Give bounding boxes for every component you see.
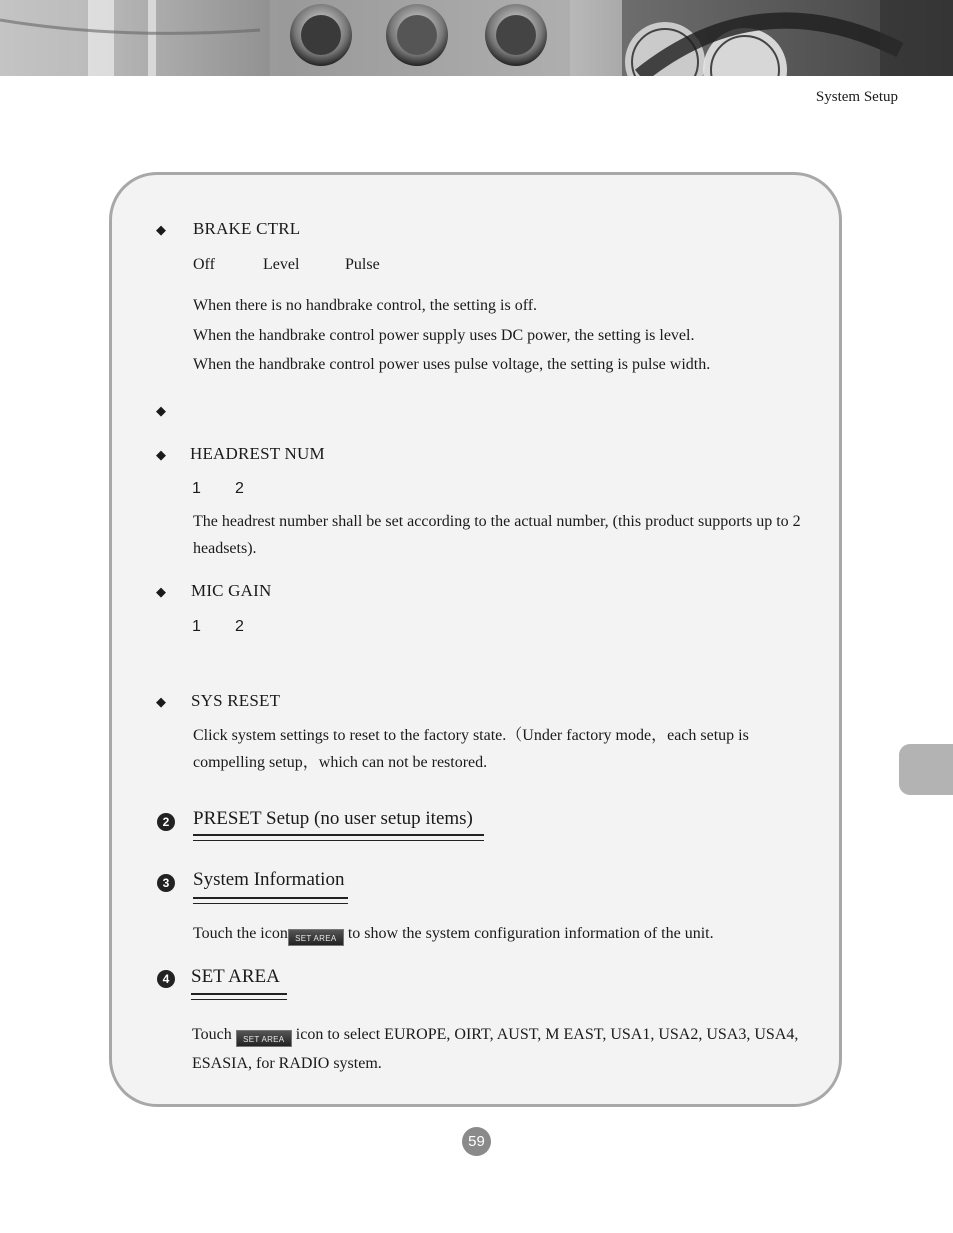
system-information-text — [193, 925, 714, 946]
brake-line-pulse: When the handbrake control power uses pulse voltage, the setting is pulse width. — [193, 356, 711, 373]
sysinfo-text-after: to show the system configuration information of the unit. — [347, 925, 714, 942]
brake-line-level: When the handbrake control power supply uses DC power, the setting is level. — [193, 326, 695, 344]
system-information-heading: System Information — [193, 869, 345, 890]
bullet-icon: ◆ — [156, 447, 166, 462]
bullet-icon: ◆ — [156, 222, 166, 237]
bullet-icon: ◆ — [156, 694, 166, 709]
heading-underline — [191, 993, 287, 1000]
mic-gain-title: MIC GAIN — [191, 581, 272, 600]
brake-option-off: Off — [193, 256, 215, 273]
brake-description — [193, 291, 813, 380]
set-area-heading: SET AREA — [191, 966, 280, 987]
header-banner-image — [0, 0, 953, 76]
headrest-description: The headrest number shall be set according to the actual number, (this product supports up to 2 headsets). — [193, 513, 801, 557]
heading-underline — [193, 834, 484, 841]
section-number-icon: 3 — [157, 874, 175, 892]
bullet-icon: ◆ — [156, 403, 166, 418]
set-area-icon: SET AREA — [236, 1030, 292, 1047]
section-number-icon: 4 — [157, 970, 175, 988]
brake-option-level: Level — [263, 256, 300, 273]
sys-reset-description: Click system settings to reset to the factory state.（Under factory mode，each setup is compelling setup，which can not be restored. — [193, 727, 749, 771]
setarea-text-after: icon to select EUROPE, OIRT, AUST, M EAST, USA1, USA2, USA3, USA4, ESASIA, for RADIO system. — [192, 1026, 799, 1072]
headrest-option-1: 1 — [192, 480, 201, 497]
set-area-icon: SET AREA — [288, 929, 344, 946]
section-number-icon: 2 — [157, 813, 175, 831]
mic-option-1: 1 — [192, 618, 201, 635]
headrest-num-title: HEADREST NUM — [190, 444, 325, 463]
setarea-text-before: Touch — [192, 1026, 232, 1043]
bullet-icon: ◆ — [156, 584, 166, 599]
preset-heading: PRESET Setup (no user setup items) — [193, 808, 473, 829]
brake-option-pulse: Pulse — [345, 256, 380, 273]
section-label: System Setup — [815, 89, 898, 105]
sys-reset-title: SYS RESET — [191, 691, 281, 710]
page-number-badge: 59 — [462, 1127, 491, 1156]
headrest-option-2: 2 — [235, 480, 244, 497]
set-area-text — [192, 1020, 812, 1078]
side-tab — [899, 744, 953, 795]
brake-ctrl-title: BRAKE CTRL — [193, 219, 301, 238]
heading-underline — [193, 897, 348, 904]
sysinfo-text-before: Touch the icon — [193, 925, 288, 942]
brake-line-off: When there is no handbrake control, the setting is off. — [193, 297, 538, 314]
mic-option-2: 2 — [235, 618, 244, 635]
